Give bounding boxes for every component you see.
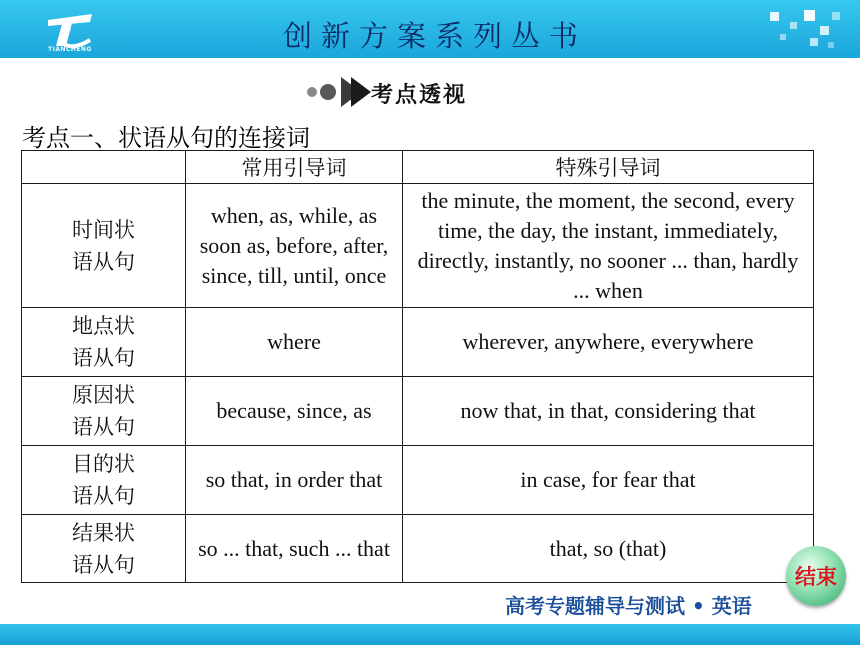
table-row — [22, 446, 814, 515]
pixel-decoration-icon — [770, 8, 842, 52]
header-common: 常用引导词 — [186, 151, 403, 184]
table-row — [22, 184, 814, 308]
end-button-label: 结束 — [795, 564, 837, 589]
end-button[interactable] — [786, 546, 846, 606]
common-cell: because, since, as — [186, 377, 403, 446]
header-special: 特殊引导词 — [403, 151, 814, 184]
row-type: 地点状 语从句 — [22, 308, 186, 377]
series-title: 创新方案系列丛书 — [282, 19, 587, 53]
special-cell: the minute, the moment, the second, every time, the day, the instant, immediately, directly, instantly, no sooner ... than, hardly ... when — [403, 184, 814, 308]
section-heading: 考点一、状语从句的连接词 — [22, 124, 310, 152]
common-cell: when, as, while, as soon as, before, after, since, till, until, once — [186, 184, 403, 308]
footer-title: 高考专题辅导与测试 • 英语 — [505, 594, 752, 618]
header-blank — [22, 151, 186, 184]
bottom-bar — [0, 624, 860, 645]
row-type: 时间状 语从句 — [22, 184, 186, 308]
conjunction-table — [21, 150, 814, 583]
section-tag: 考点透视 — [371, 82, 468, 108]
row-type: 原因状 语从句 — [22, 377, 186, 446]
row-type: 结果状 语从句 — [22, 515, 186, 583]
common-cell: where — [186, 308, 403, 377]
logo-caption: TIANCHENG — [48, 46, 92, 53]
table-row — [22, 515, 814, 583]
table-row — [22, 308, 814, 377]
common-cell: so that, in order that — [186, 446, 403, 515]
row-type: 目的状 语从句 — [22, 446, 186, 515]
table-row — [22, 377, 814, 446]
table-header-row — [22, 151, 814, 184]
header-bar — [0, 0, 860, 58]
special-cell: now that, in that, considering that — [403, 377, 814, 446]
special-cell: that, so (that) — [403, 515, 814, 583]
common-cell: so ... that, such ... that — [186, 515, 403, 583]
special-cell: in case, for fear that — [403, 446, 814, 515]
special-cell: wherever, anywhere, everywhere — [403, 308, 814, 377]
